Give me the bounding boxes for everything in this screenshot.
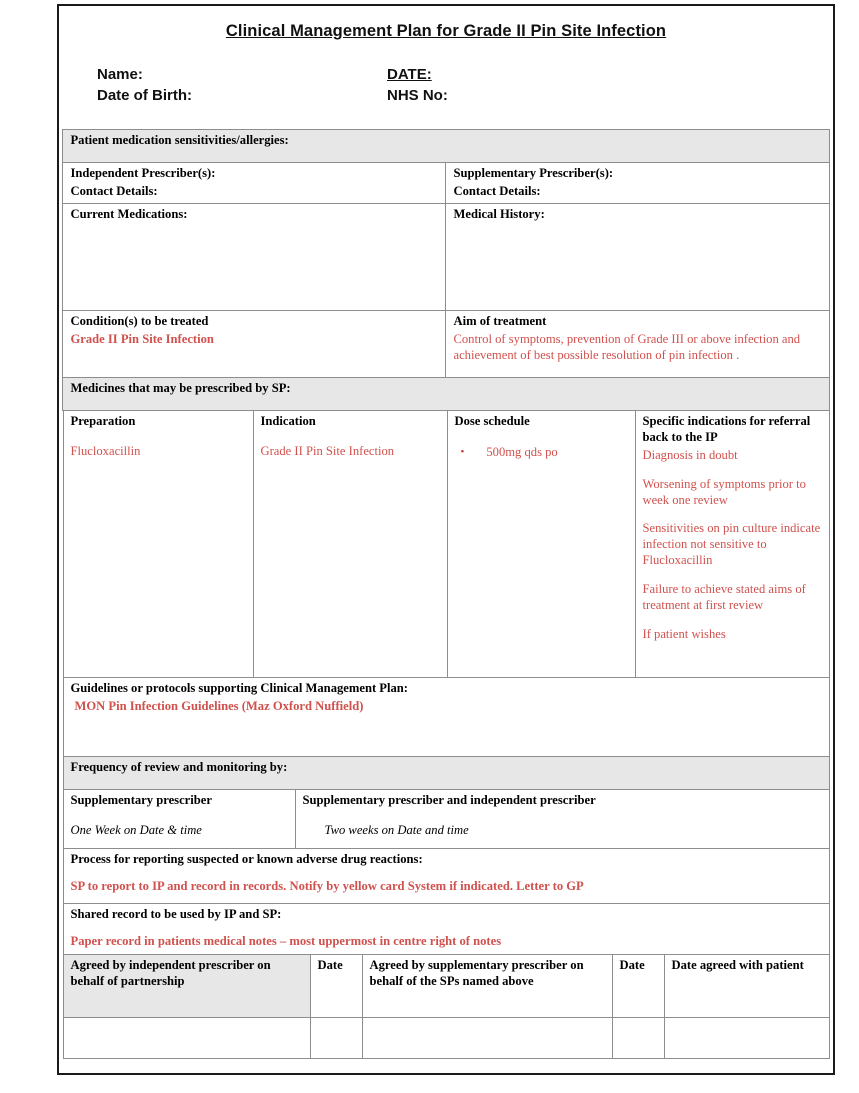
table-row xyxy=(63,789,829,848)
referral-item: Diagnosis in doubt xyxy=(642,447,738,462)
sp-agreement-input[interactable] xyxy=(362,1017,612,1058)
supplementary-prescriber-cell[interactable] xyxy=(446,162,829,203)
shared-record-label: Shared record to be used by IP and SP: xyxy=(70,906,282,921)
independent-prescriber-label: Independent Prescriber(s): xyxy=(70,165,216,180)
bullet-icon: • xyxy=(460,445,465,458)
sp-date-input[interactable] xyxy=(612,1017,664,1058)
adverse-reactions-cell[interactable] xyxy=(63,848,829,903)
supplementary-prescriber-label: Supplementary Prescriber(s): xyxy=(453,165,614,180)
medical-history-label: Medical History: xyxy=(453,206,545,221)
agreement-table xyxy=(63,954,830,1059)
review-sp-ip-cell[interactable] xyxy=(295,789,829,848)
medicines-banner-cell xyxy=(63,377,829,410)
guidelines-cell[interactable] xyxy=(63,677,829,756)
indication-value: Grade II Pin Site Infection xyxy=(260,443,395,458)
table-row xyxy=(63,310,829,377)
table-row xyxy=(63,677,829,756)
table-row xyxy=(63,203,829,310)
adverse-reactions-label: Process for reporting suspected or known adverse drug reactions: xyxy=(70,851,423,866)
table-row xyxy=(63,756,829,789)
preparation-header: Preparation xyxy=(70,413,136,428)
adverse-reactions-value: SP to report to IP and record in records. Notify by yellow card System if indicated. Letter to GP xyxy=(70,878,584,893)
review-sp-ip-header: Supplementary prescriber and independent prescriber xyxy=(302,792,596,807)
indication-cell[interactable] xyxy=(253,410,447,677)
referral-item: Worsening of symptoms prior to week one review xyxy=(642,476,806,507)
current-medications-label: Current Medications: xyxy=(70,206,188,221)
dose-schedule-value: 500mg qds po xyxy=(486,444,558,459)
date-label xyxy=(387,64,687,85)
ip-agreement-input[interactable] xyxy=(63,1017,310,1058)
date-label-text: DATE: xyxy=(387,66,432,83)
current-medications-cell[interactable] xyxy=(63,203,446,310)
aim-label: Aim of treatment xyxy=(453,313,547,328)
medicines-table xyxy=(63,410,830,678)
independent-contact-label: Contact Details: xyxy=(70,183,158,198)
supplementary-contact-label: Contact Details: xyxy=(453,183,541,198)
document-page xyxy=(57,4,835,1075)
table-row xyxy=(63,903,829,954)
review-sp-value: One Week on Date & time xyxy=(70,822,202,837)
referral-indications-cell[interactable] xyxy=(635,410,829,677)
review-sp-ip-value: Two weeks on Date and time xyxy=(324,822,469,837)
sp-agreement-header: Agreed by supplementary prescriber on behalf of the SPs named above xyxy=(362,954,612,1017)
agreement-header-row xyxy=(63,954,829,1017)
referral-header: Specific indications for referral back to the IP xyxy=(642,413,811,444)
patient-date-header: Date agreed with patient xyxy=(664,954,829,1017)
patient-header xyxy=(59,64,833,107)
table-row xyxy=(63,848,829,903)
patient-date-input[interactable] xyxy=(664,1017,829,1058)
preparation-cell[interactable] xyxy=(63,410,253,677)
condition-cell[interactable] xyxy=(63,310,446,377)
medicines-table-header-row xyxy=(63,410,829,677)
review-sp-cell[interactable] xyxy=(63,789,295,848)
condition-label: Condition(s) to be treated xyxy=(70,313,209,328)
agreement-entry-row xyxy=(63,1017,829,1058)
table-row xyxy=(63,162,829,203)
referral-item: If patient wishes xyxy=(642,627,726,642)
patient-details-table xyxy=(62,129,829,411)
guidelines-label: Guidelines or protocols supporting Clinical Management Plan: xyxy=(70,680,408,695)
shared-record-cell[interactable] xyxy=(63,903,829,954)
page-title: Clinical Management Plan for Grade II Pin Site Infection xyxy=(225,22,667,40)
aim-value: Control of symptoms, prevention of Grade III or above infection and achievement of best possible resolution of pin infection . xyxy=(453,331,801,362)
table-row xyxy=(63,377,829,410)
nhs-number-label: NHS No: xyxy=(387,87,448,105)
independent-prescriber-cell[interactable] xyxy=(63,162,446,203)
indication-header: Indication xyxy=(260,413,316,428)
allergies-cell[interactable] xyxy=(63,129,829,162)
dose-schedule-header: Dose schedule xyxy=(454,413,530,428)
preparation-value: Flucloxacillin xyxy=(70,443,141,458)
medical-history-cell[interactable] xyxy=(446,203,829,310)
ip-date-input[interactable] xyxy=(310,1017,362,1058)
ip-agreement-header: Agreed by independent prescriber on behalf of partnership xyxy=(63,954,310,1017)
dose-schedule-cell[interactable] xyxy=(447,410,635,677)
condition-value: Grade II Pin Site Infection xyxy=(70,331,214,346)
shared-record-value: Paper record in patients medical notes – most uppermost in centre right of notes xyxy=(70,933,502,948)
frequency-banner-label: Frequency of review and monitoring by: xyxy=(70,759,288,774)
patient-name-label: Name: xyxy=(97,66,143,83)
sp-date-header: Date xyxy=(612,954,664,1017)
referral-item: Failure to achieve stated aims of treatment at first review xyxy=(642,582,806,613)
allergies-label: Patient medication sensitivities/allergies: xyxy=(70,132,289,147)
table-row xyxy=(63,129,829,162)
ip-date-header: Date xyxy=(310,954,362,1017)
medicines-banner-label: Medicines that may be prescribed by SP: xyxy=(70,380,291,395)
guidelines-review-table xyxy=(63,677,830,955)
date-of-birth-label: Date of Birth: xyxy=(97,87,192,105)
referral-item: Sensitivities on pin culture indicate infection not sensitive to Flucloxacillin xyxy=(642,521,821,568)
guidelines-value: MON Pin Infection Guidelines (Maz Oxford Nuffield) xyxy=(74,698,364,713)
aim-of-treatment-cell[interactable] xyxy=(446,310,829,377)
frequency-banner-cell xyxy=(63,756,829,789)
review-sp-header: Supplementary prescriber xyxy=(70,792,212,807)
